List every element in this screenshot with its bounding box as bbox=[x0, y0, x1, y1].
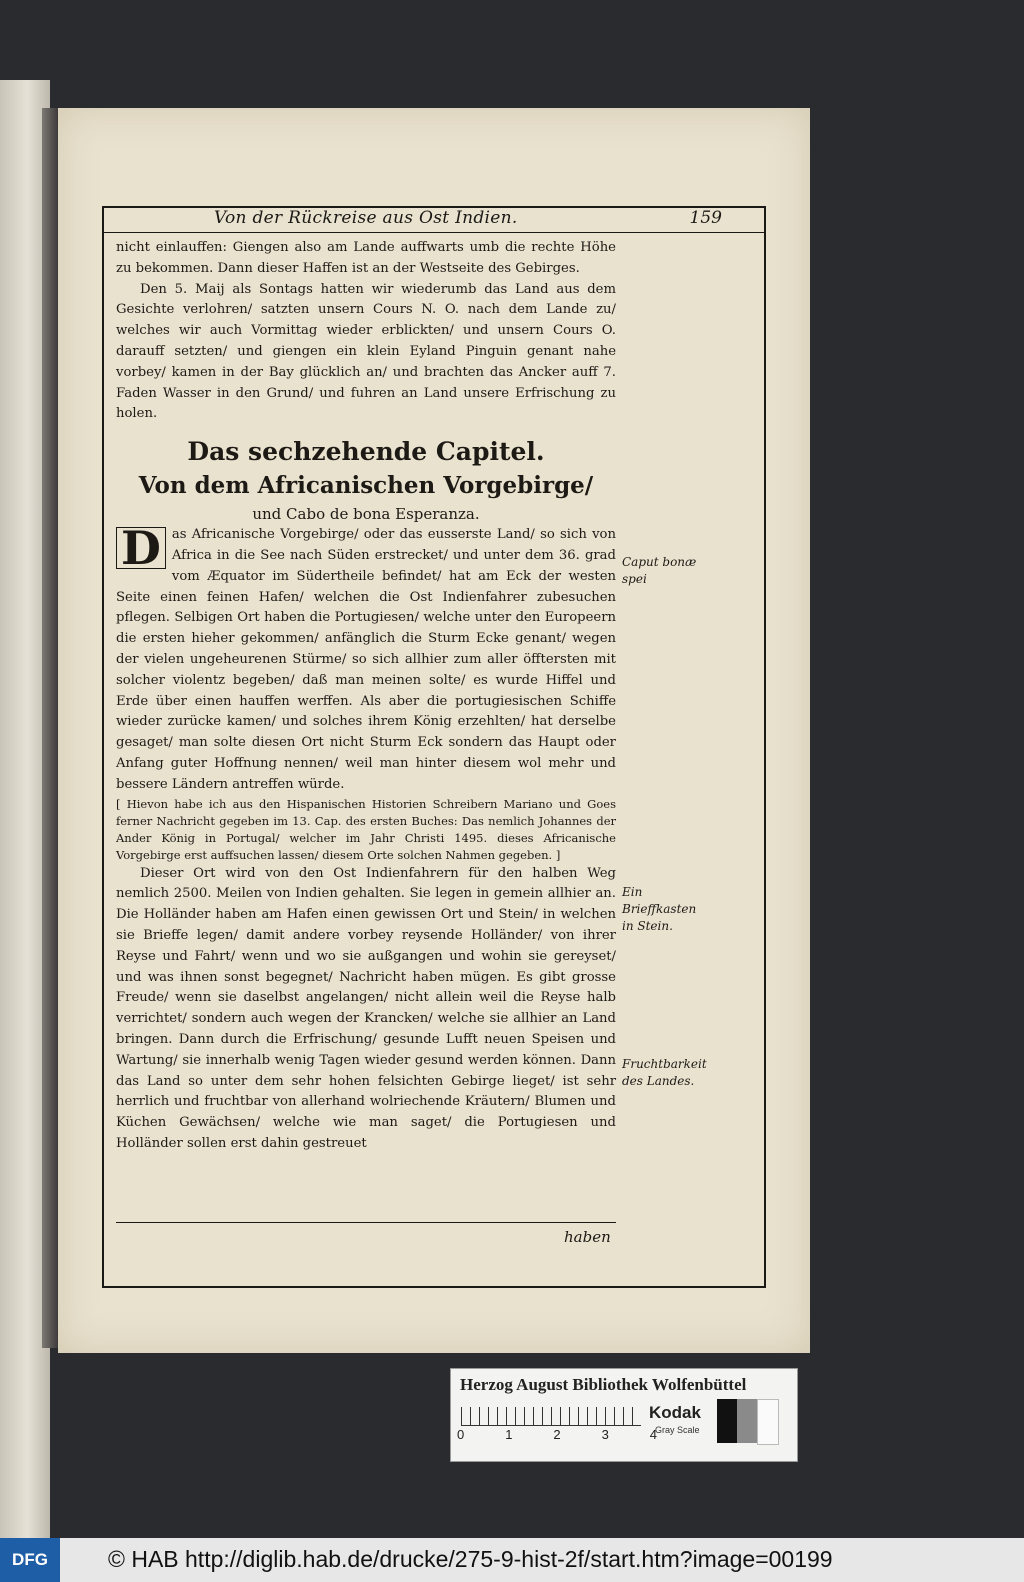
margin-note: Fruchtbarkeit des Landes. bbox=[622, 1057, 707, 1088]
chapter-subtitle-2: und Cabo de bona Esperanza. bbox=[252, 505, 480, 524]
running-title: Von der Rückreise aus Ost Indien. bbox=[214, 208, 518, 228]
swatch-white bbox=[757, 1399, 779, 1445]
ruler-number: 4 bbox=[649, 1427, 657, 1442]
page-frame bbox=[102, 206, 766, 1288]
book-page bbox=[58, 108, 810, 1353]
ruler-number: 2 bbox=[553, 1427, 561, 1442]
kodak-logo: Kodak bbox=[649, 1403, 701, 1422]
footer-copyright-link[interactable]: © HAB http://diglib.hab.de/drucke/275-9-hist-2f/start.htm?image=00199 bbox=[108, 1546, 833, 1572]
ruler-numbers bbox=[457, 1427, 657, 1442]
paragraph: Dieser Ort wird von den Ost Indienfahrern für den halben Weg nemlich 2500. Meilen von Indien gehalten. Sie legen in gemein allhier an. Die Holländer haben am Hafen einen gewissen Ort und Stein/ in welchen sie Brieffe legen/ damit andere vorbey reysende Holländer/ von ihrer Reyse und Fahrt/ wenn und wo sie außgangen und wohin sie gereyset/ und was ihnen sonst begegnet/ Nachricht haben mügen. Es gibt grosse Freude/ wenn sie daselbst angelangen/ nicht allein weil die Reyse halb verrichtet/ sondern auch wegen der Krancken/ welche sie allhier an Land bringen. Dann durch die Erfrischung/ gesunde Lufft neuen Speisen und Wartung/ sie innerhalb wenig Tagen wieder gesund werden können. Dann das Land so unter dem sehr hohen felsichten Gebirge lieget/ ist sehr herrlich und fruchtbar von allerhand wolriechende Kräutern/ Blumen und Küchen Gewächsen/ welche wie man saget/ die Portugiesen und Holländer sollen erst dahin gestreuet bbox=[116, 865, 616, 1151]
paragraph-main bbox=[116, 521, 616, 795]
bracketed-note: [ Hievon habe ich aus den Hispanischen Historien Schreibern Mariano und Goes ferner Nachricht gegeben im 13. Cap. des ersten Buches: Das nemlich Johannes der Ander König in Portugal/ welcher im Jahr Christi 1495. dieses Africanische Vorgebirge erst auffsuchen lassen/ diesem Orte solchen Nahmen gegeben. ] bbox=[116, 796, 616, 862]
bottom-rule bbox=[116, 1222, 616, 1223]
page-number: 159 bbox=[689, 208, 722, 228]
catchword: haben bbox=[564, 1228, 611, 1246]
color-calibration-card bbox=[450, 1368, 798, 1462]
footer-bar bbox=[0, 1538, 1024, 1582]
chapter-subtitle: Von dem Africanischen Vorgebirge/ bbox=[138, 472, 594, 500]
swatch-gray bbox=[737, 1399, 757, 1443]
text-body bbox=[116, 238, 616, 1155]
paragraph: nicht einlauffen: Giengen also am Lande auffwarts umb die rechte Höhe zu bekommen. Dann dieser Haffen ist an der Westseite des Gebirges. bbox=[116, 240, 616, 276]
ruler-number: 1 bbox=[505, 1427, 513, 1442]
ruler-number: 3 bbox=[601, 1427, 609, 1442]
ruler-number: 0 bbox=[457, 1427, 465, 1442]
header-rule bbox=[104, 232, 764, 233]
margin-note: Caput bonæ spei bbox=[622, 555, 697, 586]
swatch-black bbox=[717, 1399, 737, 1443]
margin-note: Ein Brieffkasten in Stein. bbox=[622, 885, 697, 933]
ruler bbox=[461, 1407, 641, 1426]
dfg-logo: DFG bbox=[0, 1538, 60, 1582]
chapter-heading bbox=[116, 435, 616, 525]
library-name: Herzog August Bibliothek Wolfenbüttel bbox=[460, 1375, 747, 1394]
paragraph-main-text: as Africanische Vorgebirge/ oder das eusserste Land/ so sich von Africa in die See nach Süden erstrecket/ und unter dem 36. grad vom Æquator im Südertheile befindet/ hat am Eck der westen Seite einen feinen Hafen/ welchen die Ost Indienfahrer zubesuchen pflegen. Selbigen Ort haben die Portugiesen/ welche unter den Europeern die ersten hieher gekommen/ anfänglich die Sturm Ecke genant/ wegen der vielen ungeheurenen Stürme/ so sich allhier zum aller öfftersten mit solcher violentz begeben/ daß man meinen solte/ es wurde Hiffel und Erde über einen hauffen werffen. Als aber die portugiesischen Schiffe wieder zurücke kamen/ und solches ihrem König erzehlten/ hat derselbe gesaget/ man solte diesen Ort nicht Sturm Eck sondern das Haupt oder Anfang guter Hoffnung nennen/ weil man hinter diesem wol mehr und bessere Ländern antreffen würde. bbox=[116, 527, 616, 792]
gray-scale-label: Gray Scale bbox=[655, 1425, 700, 1435]
chapter-title: Das sechzehende Capitel. bbox=[187, 437, 545, 467]
drop-cap: D bbox=[116, 527, 166, 569]
paragraph: Den 5. Maij als Sontags hatten wir wiederumb das Land aus dem Gesichte verlohren/ satzten unsern Cours N. O. nach dem Lande zu/ welches wir auch Vormittag wieder erblickten/ und unsern Cours O. darauff setzten/ und giengen ein klein Eyland Pinguin genant nahe vorbey/ kamen in der Bay glücklich an/ und brachten das Ancker auff 7. Faden Wasser in den Grund/ und fuhren an Land unsere Erfrischung zu holen. bbox=[116, 281, 616, 422]
